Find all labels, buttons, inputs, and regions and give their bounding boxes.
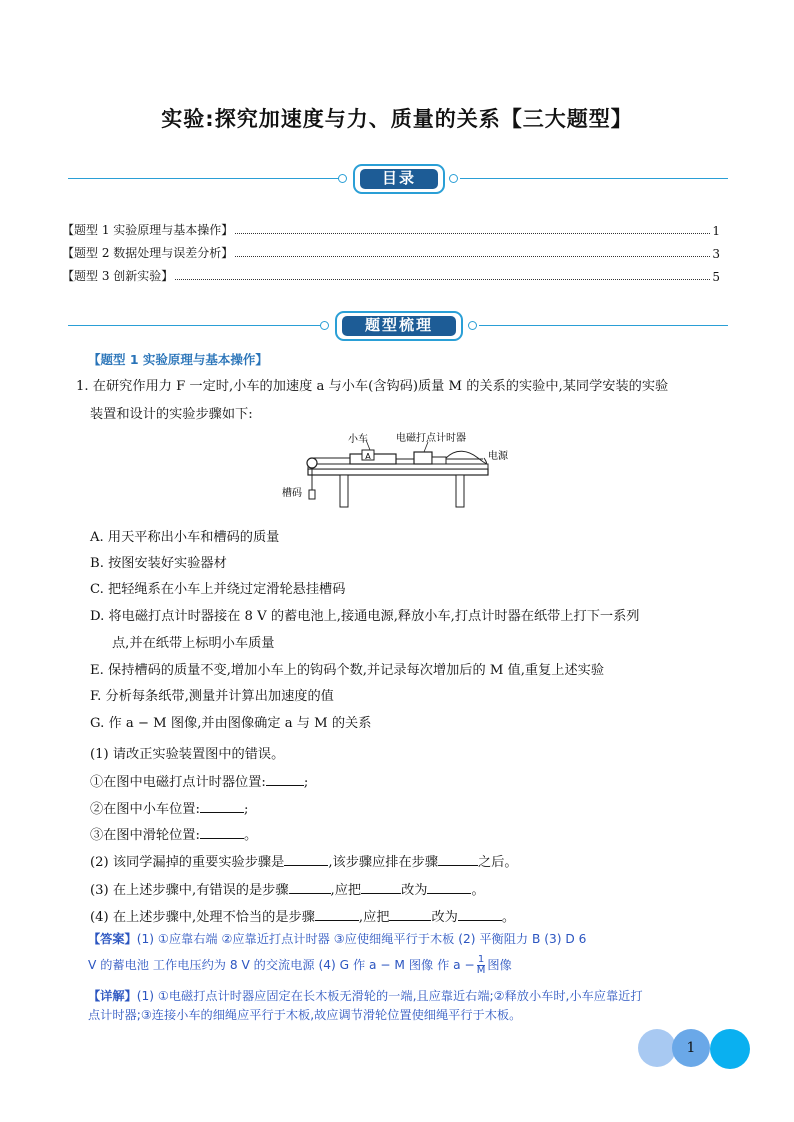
answer-blank[interactable] [389, 906, 431, 921]
answer-blank[interactable] [458, 906, 502, 921]
answer-blank[interactable] [315, 906, 359, 921]
answer-text: 图像 [487, 958, 512, 972]
prompt-text: ①在图中电磁打点计时器位置: [90, 775, 266, 790]
prompt-text: (2) 该同学漏掉的重要实验步骤是 [90, 855, 285, 870]
step-item-cont: 点,并在纸带上标明小车质量 [112, 636, 275, 651]
divider-right [479, 325, 728, 326]
step-item: C. 把轻绳系在小车上并绕过定滑轮悬挂槽码 [90, 582, 346, 597]
divider-left [68, 178, 340, 179]
punct: ; [243, 802, 249, 817]
power-label: 电源 [488, 451, 508, 462]
prompt-text: ,应把 [330, 883, 362, 898]
punct: ; [303, 775, 309, 790]
prompt-text: ②在图中小车位置: [90, 802, 200, 817]
sub-question-3 [90, 879, 485, 898]
prompt-text: 改为 [401, 883, 428, 898]
divider-ring-right [449, 174, 458, 183]
toc-entry-label: 【题型 3 创新实验】 [62, 269, 174, 283]
table-top [308, 469, 488, 475]
answer-blank[interactable] [200, 798, 244, 813]
step-item: B. 按图安装好实验器材 [90, 556, 227, 571]
answer-blank[interactable] [438, 851, 478, 866]
answer-line-1 [88, 930, 586, 947]
step-item: F. 分析每条纸带,测量并计算出加速度的值 [90, 689, 334, 704]
answer-text: V 的蓄电池 工作电压约为 8 V 的交流电源 (4) G 作 a − M 图像 作 a − [88, 958, 475, 972]
detail-line-2: 点计时器;③连接小车的细绳应平行于木板,故应调节滑轮位置使细绳平行于木板。 [88, 1008, 522, 1022]
weight-icon [309, 490, 315, 499]
toc-banner [353, 164, 445, 194]
answer-blank[interactable] [284, 851, 328, 866]
detail-tag: 【详解】 [88, 989, 137, 1003]
table-leg [456, 475, 464, 507]
answer-tag: 【答案】 [88, 932, 137, 946]
cart-label: 小车 [348, 434, 368, 445]
toc-entry-label: 【题型 1 实验原理与基本操作】 [62, 223, 234, 237]
toc-banner-label: 目录 [360, 169, 438, 189]
toc-entry[interactable] [62, 266, 720, 284]
sub-question-2 [90, 851, 518, 870]
step-item: G. 作 a − M 图像,并由图像确定 a 与 M 的关系 [90, 716, 372, 731]
toc-dots [235, 233, 710, 234]
sub-question-1a [90, 771, 308, 790]
apparatus-figure [278, 428, 518, 512]
answer-blank[interactable] [289, 879, 331, 894]
answer-text: (1) ①应靠右端 ②应靠近打点计时器 ③应使细绳平行于木板 (2) 平衡阻力 B (3) D 6 [136, 932, 587, 946]
prompt-text: 改为 [431, 910, 458, 925]
prompt-text: (3) 在上述步骤中,有错误的是步骤 [90, 883, 289, 898]
divider-ring-right [468, 321, 477, 330]
detail-text: (1) ①电磁打点计时器应固定在长木板无滑轮的一端,且应靠近右端;②释放小车时,小车应靠近打 [136, 989, 643, 1003]
question-stem: 1. 在研究作用力 F 一定时,小车的加速度 a 与小车(含钩码)质量 M 的关系的实验中,某同学安装的实验 [76, 379, 669, 394]
prompt-text: 之后。 [478, 855, 518, 870]
table-leg [340, 475, 348, 507]
prompt-text: ,该步骤应排在步骤 [328, 855, 439, 870]
timer-icon [414, 452, 432, 464]
divider-right [460, 178, 728, 179]
page-number: 1 [686, 1040, 696, 1056]
answer-blank[interactable] [200, 824, 244, 839]
sub-question-4 [90, 906, 515, 925]
punct: 。 [501, 910, 516, 925]
fraction-numerator: 1 [477, 954, 485, 965]
prompt-text: ,应把 [358, 910, 390, 925]
toc-dots [175, 279, 710, 280]
toc-entry[interactable] [62, 220, 720, 238]
divider-left [68, 325, 322, 326]
pulley-icon [307, 458, 317, 468]
sub-question-1: (1) 请改正实验装置图中的错误。 [90, 747, 285, 762]
fraction-denominator: M [476, 965, 486, 976]
fraction [477, 955, 486, 976]
toc-dots [235, 256, 710, 257]
prompt-text: (4) 在上述步骤中,处理不恰当的是步骤 [90, 910, 315, 925]
answer-blank[interactable] [361, 879, 401, 894]
wooden-board [308, 464, 488, 469]
prompt-text: ③在图中滑轮位置: [90, 828, 200, 843]
timer-base [432, 457, 446, 464]
toc-entry[interactable] [62, 243, 720, 261]
timer-label: 电磁打点计时器 [396, 433, 466, 444]
page-badge-circle [710, 1029, 750, 1069]
cart-block-label: A [365, 452, 371, 461]
divider-ring-left [320, 321, 329, 330]
divider-ring-left [338, 174, 347, 183]
sub-question-1c [90, 824, 257, 843]
punct: 。 [243, 828, 258, 843]
page-title: 实验:探究加速度与力、质量的关系【三大题型】 [161, 107, 633, 131]
answer-blank[interactable] [266, 771, 304, 786]
answer-blank[interactable] [427, 879, 471, 894]
detail-line-1 [88, 987, 643, 1004]
weight-label: 槽码 [282, 488, 302, 499]
power-cable [446, 451, 486, 463]
section-banner [335, 311, 463, 341]
toc-entry-page: 3 [712, 247, 720, 261]
toc-entry-page: 1 [712, 224, 720, 238]
toc-entry-label: 【题型 2 数据处理与误差分析】 [62, 246, 234, 260]
section-banner-label: 题型梳理 [342, 316, 456, 336]
step-item: D. 将电磁打点计时器接在 8 V 的蓄电池上,接通电源,释放小车,打点计时器在纸带上打下一系列 [90, 609, 640, 624]
punct: 。 [471, 883, 485, 898]
step-item: E. 保持槽码的质量不变,增加小车上的钩码个数,并记录每次增加后的 M 值,重复上述实验 [90, 663, 605, 678]
section-heading: 【题型 1 实验原理与基本操作】 [88, 352, 268, 367]
toc-entry-page: 5 [712, 270, 720, 284]
page-badge-circle [638, 1029, 676, 1067]
sub-question-1b [90, 798, 248, 817]
answer-line-2 [88, 955, 512, 976]
question-stem-cont: 装置和设计的实验步骤如下: [90, 407, 253, 422]
step-item: A. 用天平称出小车和槽码的质量 [90, 530, 280, 545]
